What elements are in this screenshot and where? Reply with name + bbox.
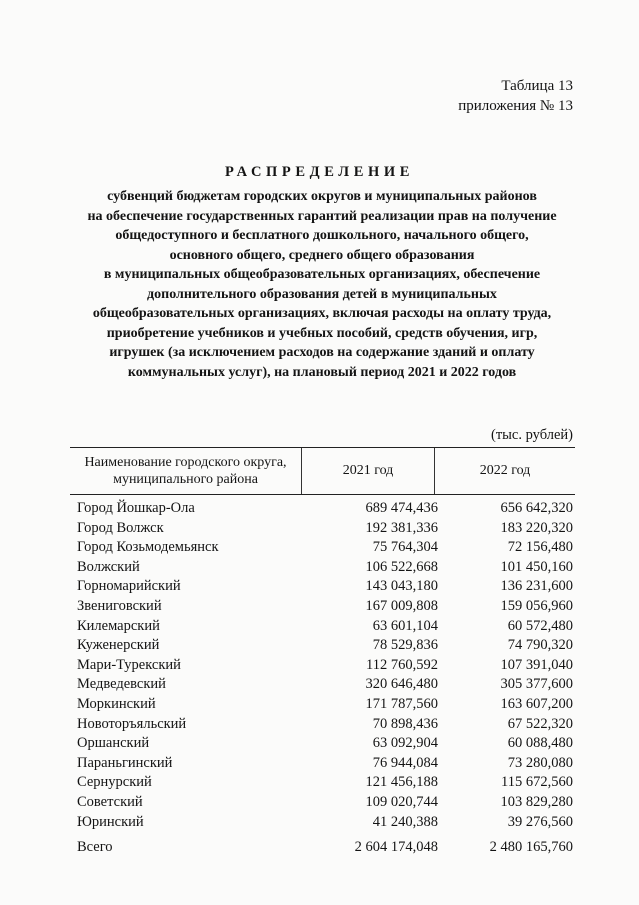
- subtitle-line: игрушек (за исключением расходов на содержание зданий и оплату: [109, 345, 535, 360]
- row-value-2022: 163 607,200: [500, 695, 573, 712]
- units-note: (тыс. рублей): [491, 427, 573, 443]
- row-value-2022: 159 056,960: [500, 597, 573, 614]
- row-value-2021: 106 522,668: [365, 558, 438, 575]
- table-header: [70, 447, 575, 495]
- row-value-2022: 103 829,280: [500, 793, 573, 810]
- row-value-2021: 167 009,808: [365, 597, 438, 614]
- row-value-2021: 121 456,188: [365, 774, 438, 791]
- subtitle-line: общедоступного и бесплатного дошкольного, начального общего,: [115, 228, 529, 243]
- row-value-2021: 75 764,304: [372, 539, 438, 556]
- row-value-2022: 305 377,600: [500, 676, 573, 693]
- row-value-2022: 656 642,320: [500, 500, 573, 516]
- subtitle-line: основного общего, среднего общего образования: [169, 247, 475, 263]
- header-2021-column: 2021 год: [302, 448, 435, 494]
- row-name: Город Козьмодемьянск: [77, 539, 219, 556]
- table-row: [0, 695, 639, 715]
- row-value-2021: 63 092,904: [372, 735, 438, 752]
- total-label: Всего: [77, 839, 113, 855]
- header-name-line: муниципального района: [113, 472, 258, 487]
- row-name: Волжский: [77, 558, 140, 575]
- subtitle-line: общеобразовательных организациях, включая расходы на оплату труда,: [92, 306, 552, 321]
- row-name: Медведевский: [77, 676, 166, 693]
- header-name-column: [70, 448, 302, 494]
- row-name: Сернурский: [77, 774, 152, 791]
- table-row: [0, 656, 639, 676]
- row-value-2021: 320 646,480: [365, 676, 438, 693]
- subtitle-line: коммунальных услуг), на плановый период 2021 и 2022 годов: [127, 364, 517, 380]
- row-value-2021: 112 760,592: [366, 656, 438, 673]
- table-row: [0, 734, 639, 754]
- table-row: [0, 793, 639, 813]
- row-value-2021: 143 043,180: [365, 578, 438, 595]
- row-name: Мари-Турекский: [77, 656, 181, 673]
- row-value-2022: 73 280,080: [507, 754, 573, 771]
- header-2022-column: 2022 год: [479, 463, 531, 479]
- row-value-2021: 78 529,836: [372, 637, 438, 654]
- row-name: Новоторъяльский: [77, 715, 187, 732]
- row-name: Килемарский: [77, 617, 160, 634]
- row-name: Параньгинский: [77, 754, 173, 771]
- table-row: [0, 577, 639, 597]
- total-value-2022: 2 480 165,760: [489, 839, 573, 855]
- row-value-2021: 171 787,560: [365, 695, 438, 712]
- reference-table-number: Таблица 13: [501, 78, 573, 94]
- row-value-2021: 70 898,436: [372, 715, 438, 732]
- table-body: [0, 499, 639, 832]
- row-value-2022: 115 672,560: [501, 774, 573, 791]
- table-row: [0, 617, 639, 637]
- row-value-2022: 183 220,320: [500, 519, 573, 536]
- row-value-2022: 136 231,600: [500, 578, 573, 595]
- table-row: [0, 715, 639, 735]
- table-row: [0, 813, 639, 833]
- row-value-2022: 60 088,480: [507, 735, 573, 752]
- table-row: [0, 499, 639, 519]
- row-value-2021: 109 020,744: [365, 793, 438, 810]
- row-value-2021: 76 944,084: [372, 754, 438, 771]
- table-row: [0, 558, 639, 578]
- table-row: [0, 773, 639, 793]
- table-row: [0, 636, 639, 656]
- document-title: РАСПРЕДЕЛЕНИЕ: [225, 164, 414, 180]
- total-row: [0, 837, 639, 857]
- subtitle-line: в муниципальных общеобразовательных организациях, обеспечение: [103, 267, 541, 282]
- table-row: [0, 538, 639, 558]
- row-value-2022: 107 391,040: [500, 656, 573, 673]
- subtitle-line: на обеспечение государственных гарантий реализации прав на получение: [87, 208, 557, 224]
- table-row: [0, 754, 639, 774]
- row-name: Оршанский: [77, 735, 150, 752]
- row-value-2021: 63 601,104: [372, 617, 438, 634]
- row-value-2022: 60 572,480: [507, 617, 573, 634]
- subtitle-line: приобретение учебников и учебных пособий, средств обучения, игр,: [106, 325, 538, 341]
- row-name: Советский: [77, 793, 143, 810]
- row-name: Город Волжск: [77, 519, 164, 536]
- row-value-2021: 192 381,336: [365, 519, 438, 536]
- total-value-2021: 2 604 174,048: [354, 839, 438, 855]
- table-reference: [458, 76, 573, 116]
- row-name: Моркинский: [77, 695, 156, 712]
- subtitle-line: дополнительного образования детей в муниципальных: [147, 286, 497, 302]
- document-subtitle: [70, 187, 574, 382]
- row-name: Горномарийский: [77, 578, 181, 595]
- row-value-2022: 72 156,480: [507, 539, 573, 556]
- row-name: Куженерский: [77, 637, 160, 654]
- subtitle-line: субвенций бюджетам городских округов и муниципальных районов: [107, 189, 537, 204]
- table-row: [0, 675, 639, 695]
- row-value-2021: 689 474,436: [365, 500, 438, 516]
- reference-appendix-number: приложения № 13: [458, 98, 573, 114]
- row-value-2022: 39 276,560: [507, 813, 573, 830]
- row-value-2022: 67 522,320: [507, 715, 573, 732]
- row-name: Город Йошкар-Ола: [77, 500, 195, 516]
- table-row: [0, 597, 639, 617]
- table-row: [0, 519, 639, 539]
- row-name: Юринский: [77, 813, 144, 830]
- row-value-2021: 41 240,388: [372, 813, 438, 830]
- row-name: Звениговский: [77, 597, 162, 614]
- header-name-line: Наименование городского округа,: [84, 454, 287, 470]
- row-value-2022: 101 450,160: [500, 558, 573, 575]
- row-value-2022: 74 790,320: [507, 637, 573, 654]
